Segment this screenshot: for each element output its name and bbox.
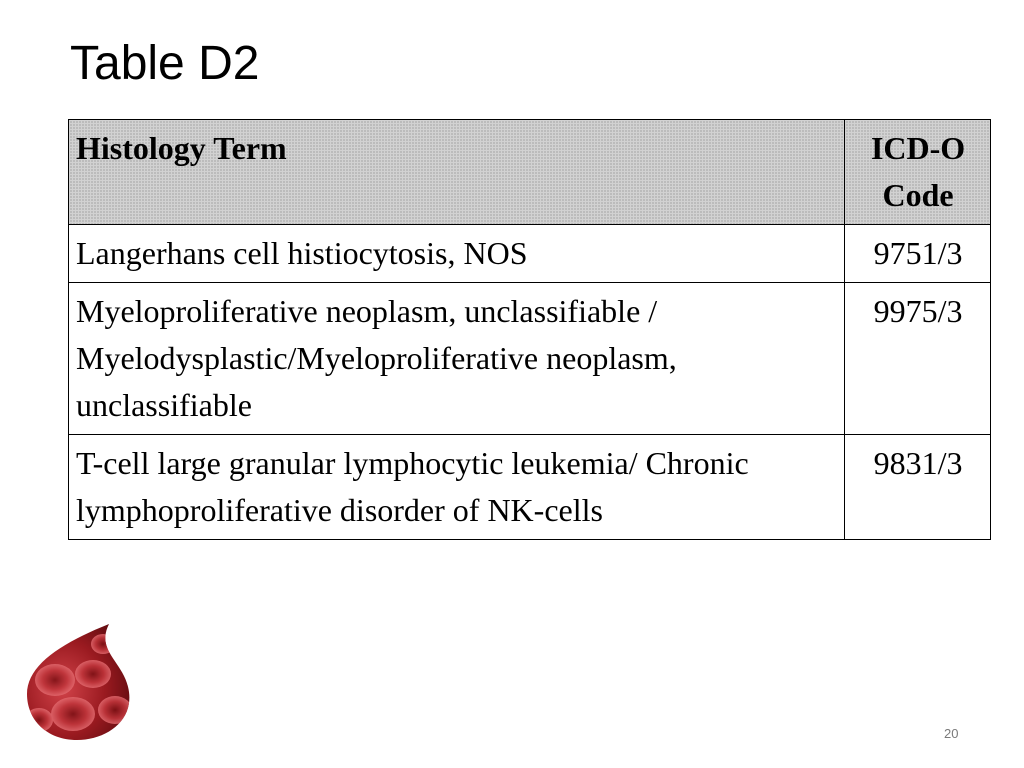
row-term: Myeloproliferative neoplasm, unclassifiable / Myelodysplastic/Myeloproliferative neoplasm, unclassifiable <box>69 283 845 435</box>
header-histology-term: Histology Term <box>69 120 845 225</box>
row-code: 9751/3 <box>845 225 991 283</box>
histology-table <box>68 119 991 540</box>
table-row <box>69 225 991 283</box>
slide-title: Table D2 <box>70 37 260 90</box>
row-term: Langerhans cell histiocytosis, NOS <box>69 225 845 283</box>
table-row <box>69 435 991 540</box>
header-icd-o-code: ICD-O Code <box>845 120 991 225</box>
row-code: 9831/3 <box>845 435 991 540</box>
row-code: 9975/3 <box>845 283 991 435</box>
blood-drop-icon <box>25 622 133 742</box>
page-number: 20 <box>944 726 959 741</box>
table-header-row <box>69 120 991 225</box>
row-term: T-cell large granular lymphocytic leukemia/ Chronic lymphoproliferative disorder of NK-cells <box>69 435 845 540</box>
table-row <box>69 283 991 435</box>
